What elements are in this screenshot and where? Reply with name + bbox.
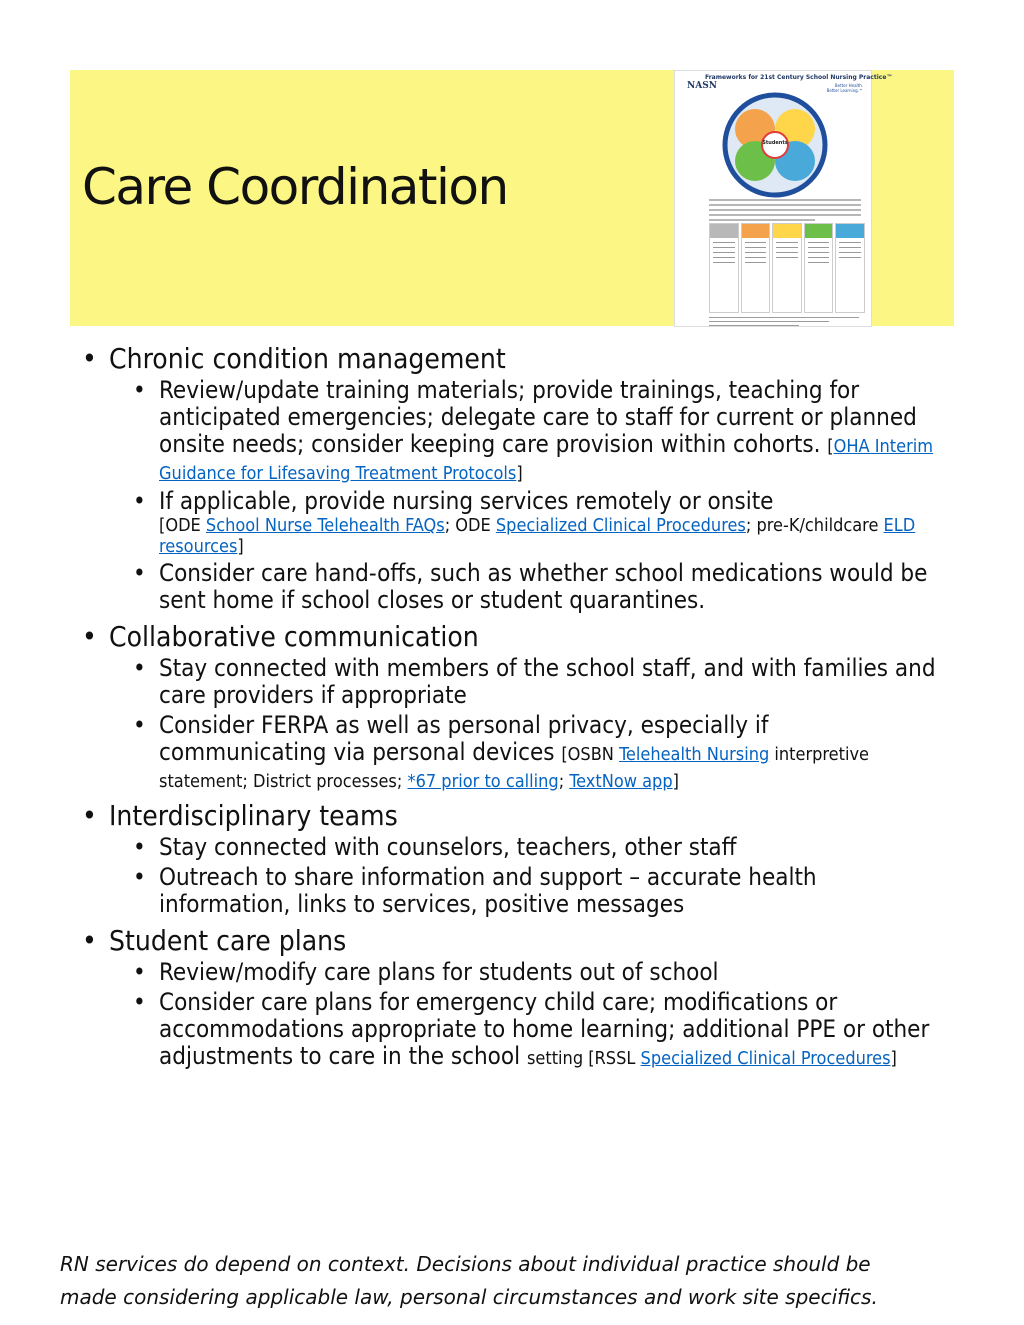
bullet-collab-2: • Consider FERPA as well as personal privacy, especially if communicating via personal devices [OSBN Telehealth Nursing interpretive statement; District processes; *67 prior to calling; TextNow app] — [82, 712, 942, 793]
thumbnail-tagline: Better Health. Better Learning.™ — [826, 83, 863, 93]
link-oha-guidance[interactable]: OHA Interim Guidance for Lifesaving Treatment Protocols — [159, 436, 934, 484]
link-specialized-procedures-ode[interactable]: Specialized Clinical Procedures — [495, 515, 746, 536]
bullet-plans: • Student care plans — [82, 926, 942, 956]
bullet-chronic-3: • Consider care hand-offs, such as whether school medications would be sent home if school closes or student quarantines. — [82, 560, 942, 614]
bullet-chronic-1: • Review/update training materials; provide trainings, teaching for anticipated emergencies; delegate care to staff for current or planned onsite needs; consider keeping care provision within cohorts. [OHA Interim Guidance for Lifesaving Treatment Protocols] — [82, 377, 942, 485]
bullet-inter: • Interdisciplinary teams — [82, 801, 942, 831]
link-telehealth-nursing[interactable]: Telehealth Nursing — [619, 744, 770, 765]
footer-note — [60, 1248, 960, 1314]
framework-diagram — [705, 89, 845, 197]
bullet-chronic: • Chronic condition management — [82, 344, 942, 374]
nasn-logo: NASN — [687, 81, 717, 91]
bullet-list — [82, 336, 942, 1070]
bullet-inter-2: • Outreach to share information and support – accurate health information, links to services, positive messages — [82, 864, 942, 918]
footer-line-1: RN services do depend on context. Decisions about individual practice should be — [60, 1252, 871, 1276]
bullet-plans-2: • Consider care plans for emergency child care; modifications or accommodations appropriate to home learning; additional PPE or other adjustments to care in the school setting [RSSL Specialized Clinical Procedures] — [82, 989, 942, 1070]
link-telehealth-faqs[interactable]: School Nurse Telehealth FAQs — [205, 515, 445, 536]
thumbnail-text — [709, 199, 861, 224]
bullet-chronic-2: • If applicable, provide nursing services remotely or onsite [ODE School Nurse Telehealth FAQs; ODE Specialized Clinical Procedures; pre-K/childcare ELD resources] — [82, 488, 942, 557]
bullet-inter-1: • Stay connected with counselors, teachers, other staff — [82, 834, 942, 861]
footer-line-2: made considering applicable law, personal circumstances and work site specifics. — [60, 1285, 878, 1309]
link-eld-resources[interactable]: ELD resources — [159, 515, 916, 557]
diagram-center-label: Students — [762, 140, 788, 146]
bullet-collab: • Collaborative communication — [82, 622, 942, 652]
page-title: Care Coordination — [82, 158, 508, 216]
thumbnail-title: Frameworks for 21st Century School Nursing Practice™ — [705, 74, 893, 81]
link-67-prior[interactable]: *67 prior to calling — [407, 771, 559, 792]
thumbnail-footer — [709, 317, 859, 329]
link-textnow[interactable]: TextNow app — [569, 771, 673, 792]
bullet-collab-1: • Stay connected with members of the school staff, and with families and care providers if appropriate — [82, 655, 942, 709]
link-specialized-procedures-rssl[interactable]: Specialized Clinical Procedures — [640, 1048, 891, 1069]
bullet-plans-1: • Review/modify care plans for students out of school — [82, 959, 942, 986]
thumbnail-columns — [709, 223, 865, 313]
framework-thumbnail — [674, 70, 893, 327]
